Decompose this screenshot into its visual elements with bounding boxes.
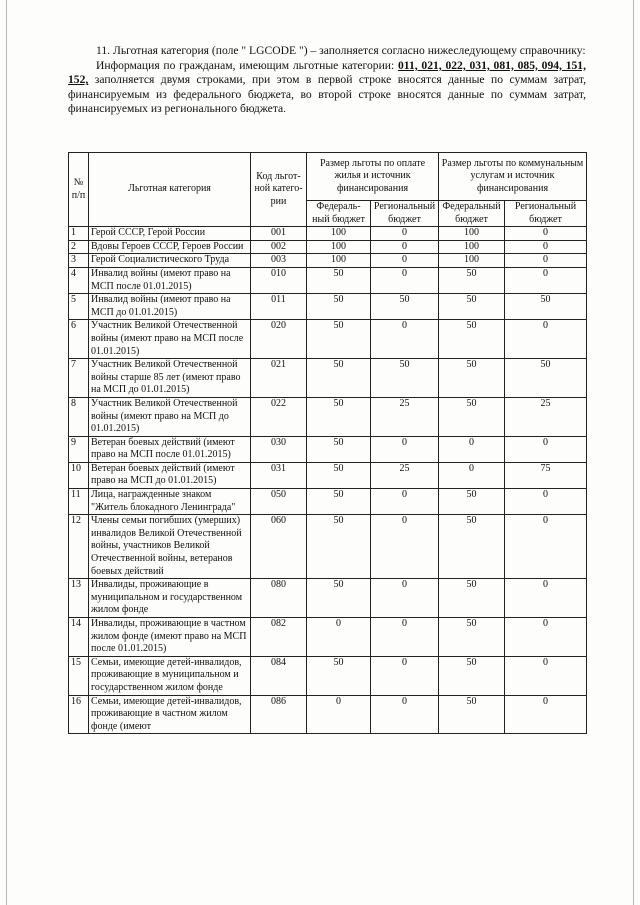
row-reg-housing: 0 (371, 436, 439, 462)
row-fed-utilities: 100 (439, 240, 505, 254)
header-housing: Размер льготы по оплате жилья и источник финансирования (307, 153, 439, 201)
intro-p2-start: Информация по гражданам, имеющим льготные категории: (96, 58, 398, 72)
row-fed-housing: 50 (307, 489, 371, 515)
table-row (69, 656, 587, 695)
row-number: 9 (69, 436, 89, 462)
header-num: № п/п (69, 153, 89, 227)
row-category: Герой СССР, Герой России (89, 227, 251, 241)
row-code: 082 (251, 618, 307, 657)
row-number: 5 (69, 294, 89, 320)
row-category: Герой Социалистического Труда (89, 254, 251, 268)
row-number: 15 (69, 656, 89, 695)
header-code: Код льгот-ной катего-рии (251, 153, 307, 227)
row-fed-housing: 50 (307, 397, 371, 436)
row-fed-utilities: 100 (439, 254, 505, 268)
row-number: 10 (69, 462, 89, 488)
row-reg-utilities: 0 (505, 320, 587, 359)
row-code: 030 (251, 436, 307, 462)
row-category: Участник Великой Отечественной войны (имеют право на МСП после 01.01.2015) (89, 320, 251, 359)
table-row (69, 254, 587, 268)
table-row (69, 462, 587, 488)
row-reg-utilities: 0 (505, 254, 587, 268)
row-code: 060 (251, 515, 307, 579)
header-reg-utilities: Региональный бюджет (505, 201, 587, 227)
row-reg-housing: 0 (371, 254, 439, 268)
table-row (69, 227, 587, 241)
table-row (69, 267, 587, 293)
row-fed-utilities: 50 (439, 579, 505, 618)
row-fed-housing: 100 (307, 240, 371, 254)
row-number: 11 (69, 489, 89, 515)
row-reg-utilities: 75 (505, 462, 587, 488)
row-reg-housing: 0 (371, 618, 439, 657)
row-fed-housing: 0 (307, 618, 371, 657)
table-row (69, 320, 587, 359)
intro-p2-end: заполняется двумя строками, при этом в первой строке вносятся данные по суммам затрат, финансируемым из федерального бюджета, во второй строке вносятся данные по суммам затрат, финансируемых из регионального бюджета. (68, 73, 586, 116)
row-fed-utilities: 50 (439, 320, 505, 359)
row-reg-utilities: 0 (505, 618, 587, 657)
header-reg-housing: Региональный бюджет (371, 201, 439, 227)
row-fed-housing: 50 (307, 267, 371, 293)
row-number: 1 (69, 227, 89, 241)
table-row (69, 359, 587, 398)
row-fed-housing: 50 (307, 656, 371, 695)
intro-paragraph-1: 11. Льготная категория (поле " LGCODE ") – заполняется согласно нижеследующему справочнику: (96, 44, 586, 57)
row-code: 001 (251, 227, 307, 241)
header-fed-utilities: Федеральный бюджет (439, 201, 505, 227)
table-row (69, 489, 587, 515)
row-reg-utilities: 0 (505, 579, 587, 618)
row-number: 2 (69, 240, 89, 254)
row-category: Инвалид войны (имеют право на МСП после 01.01.2015) (89, 267, 251, 293)
header-utilities: Размер льготы по коммунальным услугам и источник финансирования (439, 153, 587, 201)
row-category: Ветеран боевых действий (имеют право на МСП до 01.01.2015) (89, 462, 251, 488)
row-reg-housing: 0 (371, 579, 439, 618)
row-number: 7 (69, 359, 89, 398)
row-fed-utilities: 50 (439, 359, 505, 398)
row-reg-utilities: 0 (505, 489, 587, 515)
row-category: Инвалид войны (имеют право на МСП до 01.01.2015) (89, 294, 251, 320)
scan-edge-left (6, 0, 7, 905)
table-row (69, 618, 587, 657)
table-row (69, 240, 587, 254)
row-reg-utilities: 0 (505, 240, 587, 254)
row-fed-housing: 100 (307, 227, 371, 241)
row-code: 080 (251, 579, 307, 618)
row-code: 003 (251, 254, 307, 268)
row-fed-housing: 50 (307, 515, 371, 579)
row-reg-housing: 50 (371, 294, 439, 320)
table-row (69, 294, 587, 320)
row-fed-housing: 50 (307, 579, 371, 618)
row-category: Семьи, имеющие детей-инвалидов, проживающие в муниципальном и государственном жилом фонде (89, 656, 251, 695)
row-number: 12 (69, 515, 89, 579)
row-fed-utilities: 50 (439, 294, 505, 320)
benefit-category-table (68, 152, 587, 734)
row-reg-housing: 0 (371, 695, 439, 734)
row-code: 011 (251, 294, 307, 320)
row-code: 084 (251, 656, 307, 695)
table-row (69, 579, 587, 618)
header-category: Льготная категория (89, 153, 251, 227)
row-reg-utilities: 0 (505, 267, 587, 293)
row-reg-housing: 0 (371, 489, 439, 515)
row-fed-housing: 50 (307, 359, 371, 398)
row-category: Инвалиды, проживающие в муниципальном и государственном жилом фонде (89, 579, 251, 618)
row-category: Участник Великой Отечественной войны (имеют право на МСП до 01.01.2015) (89, 397, 251, 436)
row-reg-housing: 0 (371, 227, 439, 241)
row-number: 13 (69, 579, 89, 618)
row-reg-housing: 0 (371, 656, 439, 695)
row-fed-utilities: 50 (439, 515, 505, 579)
row-reg-utilities: 0 (505, 227, 587, 241)
category-codes: 011, 021, 022, 031, 081, 085, 094, 151, 152, (68, 58, 586, 87)
table-row (69, 397, 587, 436)
row-code: 086 (251, 695, 307, 734)
row-reg-utilities: 0 (505, 656, 587, 695)
row-fed-housing: 100 (307, 254, 371, 268)
row-reg-housing: 25 (371, 397, 439, 436)
row-reg-housing: 0 (371, 267, 439, 293)
row-fed-utilities: 0 (439, 462, 505, 488)
row-fed-housing: 50 (307, 436, 371, 462)
table-row (69, 515, 587, 579)
row-category: Вдовы Героев СССР, Героев России (89, 240, 251, 254)
row-category: Члены семьи погибших (умерших) инвалидов Великой Отечественной войны, участников Великой Отечественной войны, ветеранов боевых действий (89, 515, 251, 579)
row-reg-utilities: 50 (505, 294, 587, 320)
row-code: 050 (251, 489, 307, 515)
row-category: Ветеран боевых действий (имеют право на МСП после 01.01.2015) (89, 436, 251, 462)
row-code: 031 (251, 462, 307, 488)
row-reg-utilities: 25 (505, 397, 587, 436)
row-number: 16 (69, 695, 89, 734)
row-code: 021 (251, 359, 307, 398)
row-category: Участник Великой Отечественной войны старше 85 лет (имеют право на МСП до 01.01.2015) (89, 359, 251, 398)
table-row (69, 695, 587, 734)
row-number: 14 (69, 618, 89, 657)
row-fed-utilities: 50 (439, 397, 505, 436)
row-fed-utilities: 50 (439, 618, 505, 657)
header-fed-housing: Федераль-ный бюджет (307, 201, 371, 227)
row-code: 010 (251, 267, 307, 293)
row-code: 002 (251, 240, 307, 254)
intro-text (68, 44, 586, 117)
row-number: 6 (69, 320, 89, 359)
row-reg-housing: 0 (371, 240, 439, 254)
row-fed-utilities: 50 (439, 695, 505, 734)
row-number: 8 (69, 397, 89, 436)
row-reg-utilities: 0 (505, 515, 587, 579)
row-reg-housing: 25 (371, 462, 439, 488)
row-fed-utilities: 50 (439, 656, 505, 695)
table-row (69, 436, 587, 462)
row-fed-utilities: 50 (439, 267, 505, 293)
row-reg-utilities: 50 (505, 359, 587, 398)
row-code: 022 (251, 397, 307, 436)
row-category: Инвалиды, проживающие в частном жилом фонде (имеют право на МСП после 01.01.2015) (89, 618, 251, 657)
row-fed-utilities: 100 (439, 227, 505, 241)
row-fed-utilities: 50 (439, 489, 505, 515)
row-fed-housing: 0 (307, 695, 371, 734)
row-fed-housing: 50 (307, 320, 371, 359)
row-reg-housing: 50 (371, 359, 439, 398)
row-fed-utilities: 0 (439, 436, 505, 462)
intro-paragraph-2 (68, 59, 586, 117)
row-fed-housing: 50 (307, 294, 371, 320)
row-reg-housing: 0 (371, 320, 439, 359)
row-code: 020 (251, 320, 307, 359)
row-reg-utilities: 0 (505, 436, 587, 462)
row-category: Семьи, имеющие детей-инвалидов, проживающие в частном жилом фонде (имеют (89, 695, 251, 734)
row-category: Лица, награжденные знаком "Житель блокадного Ленинграда" (89, 489, 251, 515)
row-number: 3 (69, 254, 89, 268)
row-reg-housing: 0 (371, 515, 439, 579)
row-fed-housing: 50 (307, 462, 371, 488)
row-number: 4 (69, 267, 89, 293)
row-reg-utilities: 0 (505, 695, 587, 734)
scan-edge-right (633, 0, 634, 905)
